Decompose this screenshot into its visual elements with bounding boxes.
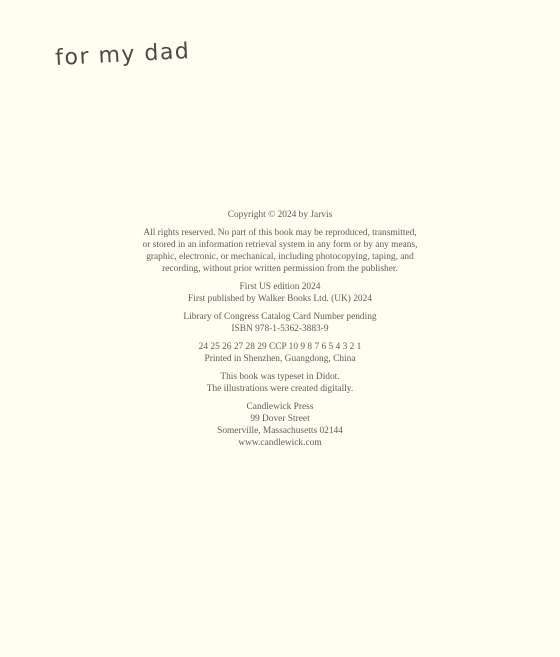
rights-line: All rights reserved. No part of this book may be reproduced, transmitted,: [143, 228, 417, 238]
copyright-line: Copyright © 2024 by Jarvis: [227, 210, 333, 220]
catalog-info: [100, 311, 460, 335]
isbn-line: ISBN 978-1-5362-3883-9: [231, 324, 329, 334]
typeset-line: This book was typeset in Didot.: [220, 372, 340, 382]
publisher-street: 99 Dover Street: [250, 414, 310, 424]
copyright-block: [100, 209, 460, 455]
publisher-name: Candlewick Press: [246, 402, 314, 412]
edition-info: [100, 281, 460, 305]
publisher-website: www.candlewick.com: [238, 438, 322, 448]
illustrations-line: The illustrations were created digitally.: [206, 384, 354, 394]
rights-reserved-paragraph: [100, 227, 460, 275]
rights-line: graphic, electronic, or mechanical, including photocopying, taping, and: [146, 252, 414, 262]
copyright-notice: [100, 209, 460, 221]
dedication-text: for my dad: [54, 38, 191, 71]
typeset-info: [100, 371, 460, 395]
rights-line: recording, without prior written permission from the publisher.: [162, 264, 398, 274]
publisher-address: [100, 401, 460, 449]
catalog-line: Library of Congress Catalog Card Number pending: [183, 312, 377, 322]
printing-numbers: 24 25 26 27 28 29 CCP 10 9 8 7 6 5 4 3 2 1: [198, 342, 362, 352]
publisher-city: Somerville, Massachusetts 02144: [217, 426, 343, 436]
edition-line: First published by Walker Books Ltd. (UK) 2024: [188, 294, 372, 304]
rights-line: or stored in an information retrieval system in any form or by any means,: [142, 240, 418, 250]
printing-info: [100, 341, 460, 365]
edition-line: First US edition 2024: [239, 282, 321, 292]
printed-in-line: Printed in Shenzhen, Guangdong, China: [204, 354, 356, 364]
